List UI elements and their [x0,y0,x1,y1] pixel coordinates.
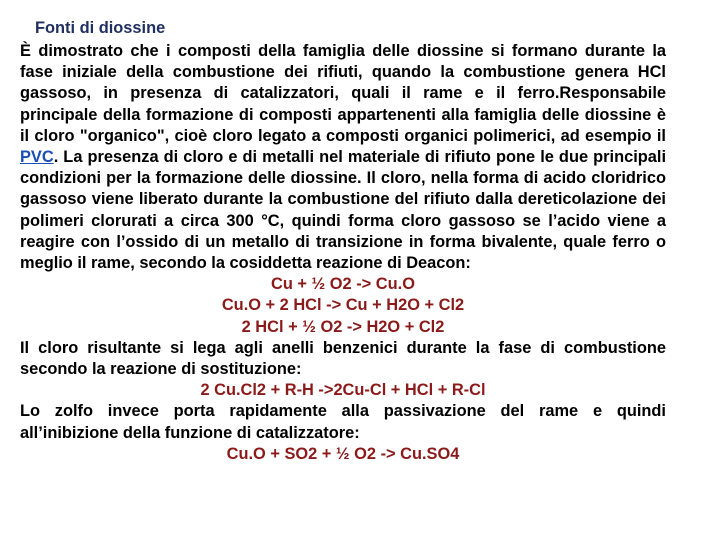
paragraph-substitution: Il cloro risultante si lega agli anelli benzenici durante la fase di combustione secondo la reazione di sostituzione: [20,338,666,379]
equation-sulfur: Cu.O + SO2 + ½ O2 -> Cu.SO4 [226,444,460,463]
equation-deacon-2: Cu.O + 2 HCl -> Cu + H2O + Cl2 [221,296,465,315]
paragraph-sulfur: Lo zolfo invece porta rapidamente alla passivazione del rame e quindi all’inibizione della funzione di catalizzatore: [20,402,666,442]
slide-content [20,41,666,465]
slide-title: Fonti di diossine [35,19,166,37]
pvc-link[interactable]: PVC [20,148,54,167]
paragraph-dioxin-formation [20,41,666,274]
paragraph1-text-end: . La presenza di cloro e di metalli nel materiale di rifiuto pone le due principali condizioni per la formazione delle diossine. Il cloro, nella forma di acido cloridrico gassoso viene liberato durante la combustione del rifiuto dalla dereticolazione dei polimeri clorurati a circa 300 °C, quindi forma cloro gassoso se l’acido viene a reagire con l’ossido di un metallo di transizione in forma bivalente, quale ferro o meglio il rame, secondo la cosiddetta reazione di Deacon: [20,148,666,273]
equation-deacon-1: Cu + ½ O2 -> Cu.O [271,275,415,294]
paragraph1-text-start: È dimostrato che i composti della famiglia delle diossine si formano durante la fase iniziale della combustione dei rifiuti, quando la combustione genera HCl gassoso, in presenza di catalizzatori, quali il rame e il ferro.Responsabile principale della formazione di composti appartenenti alla famiglia delle diossine è il cloro "organico", cioè cloro legato a composti organici polimerici, ad esempio il [20,42,666,145]
equation-deacon-3: 2 HCl + ½ O2 -> H2O + Cl2 [241,317,445,336]
equation-substitution: 2 Cu.Cl2 + R-H ->2Cu-Cl + HCl + R-Cl [200,381,486,400]
